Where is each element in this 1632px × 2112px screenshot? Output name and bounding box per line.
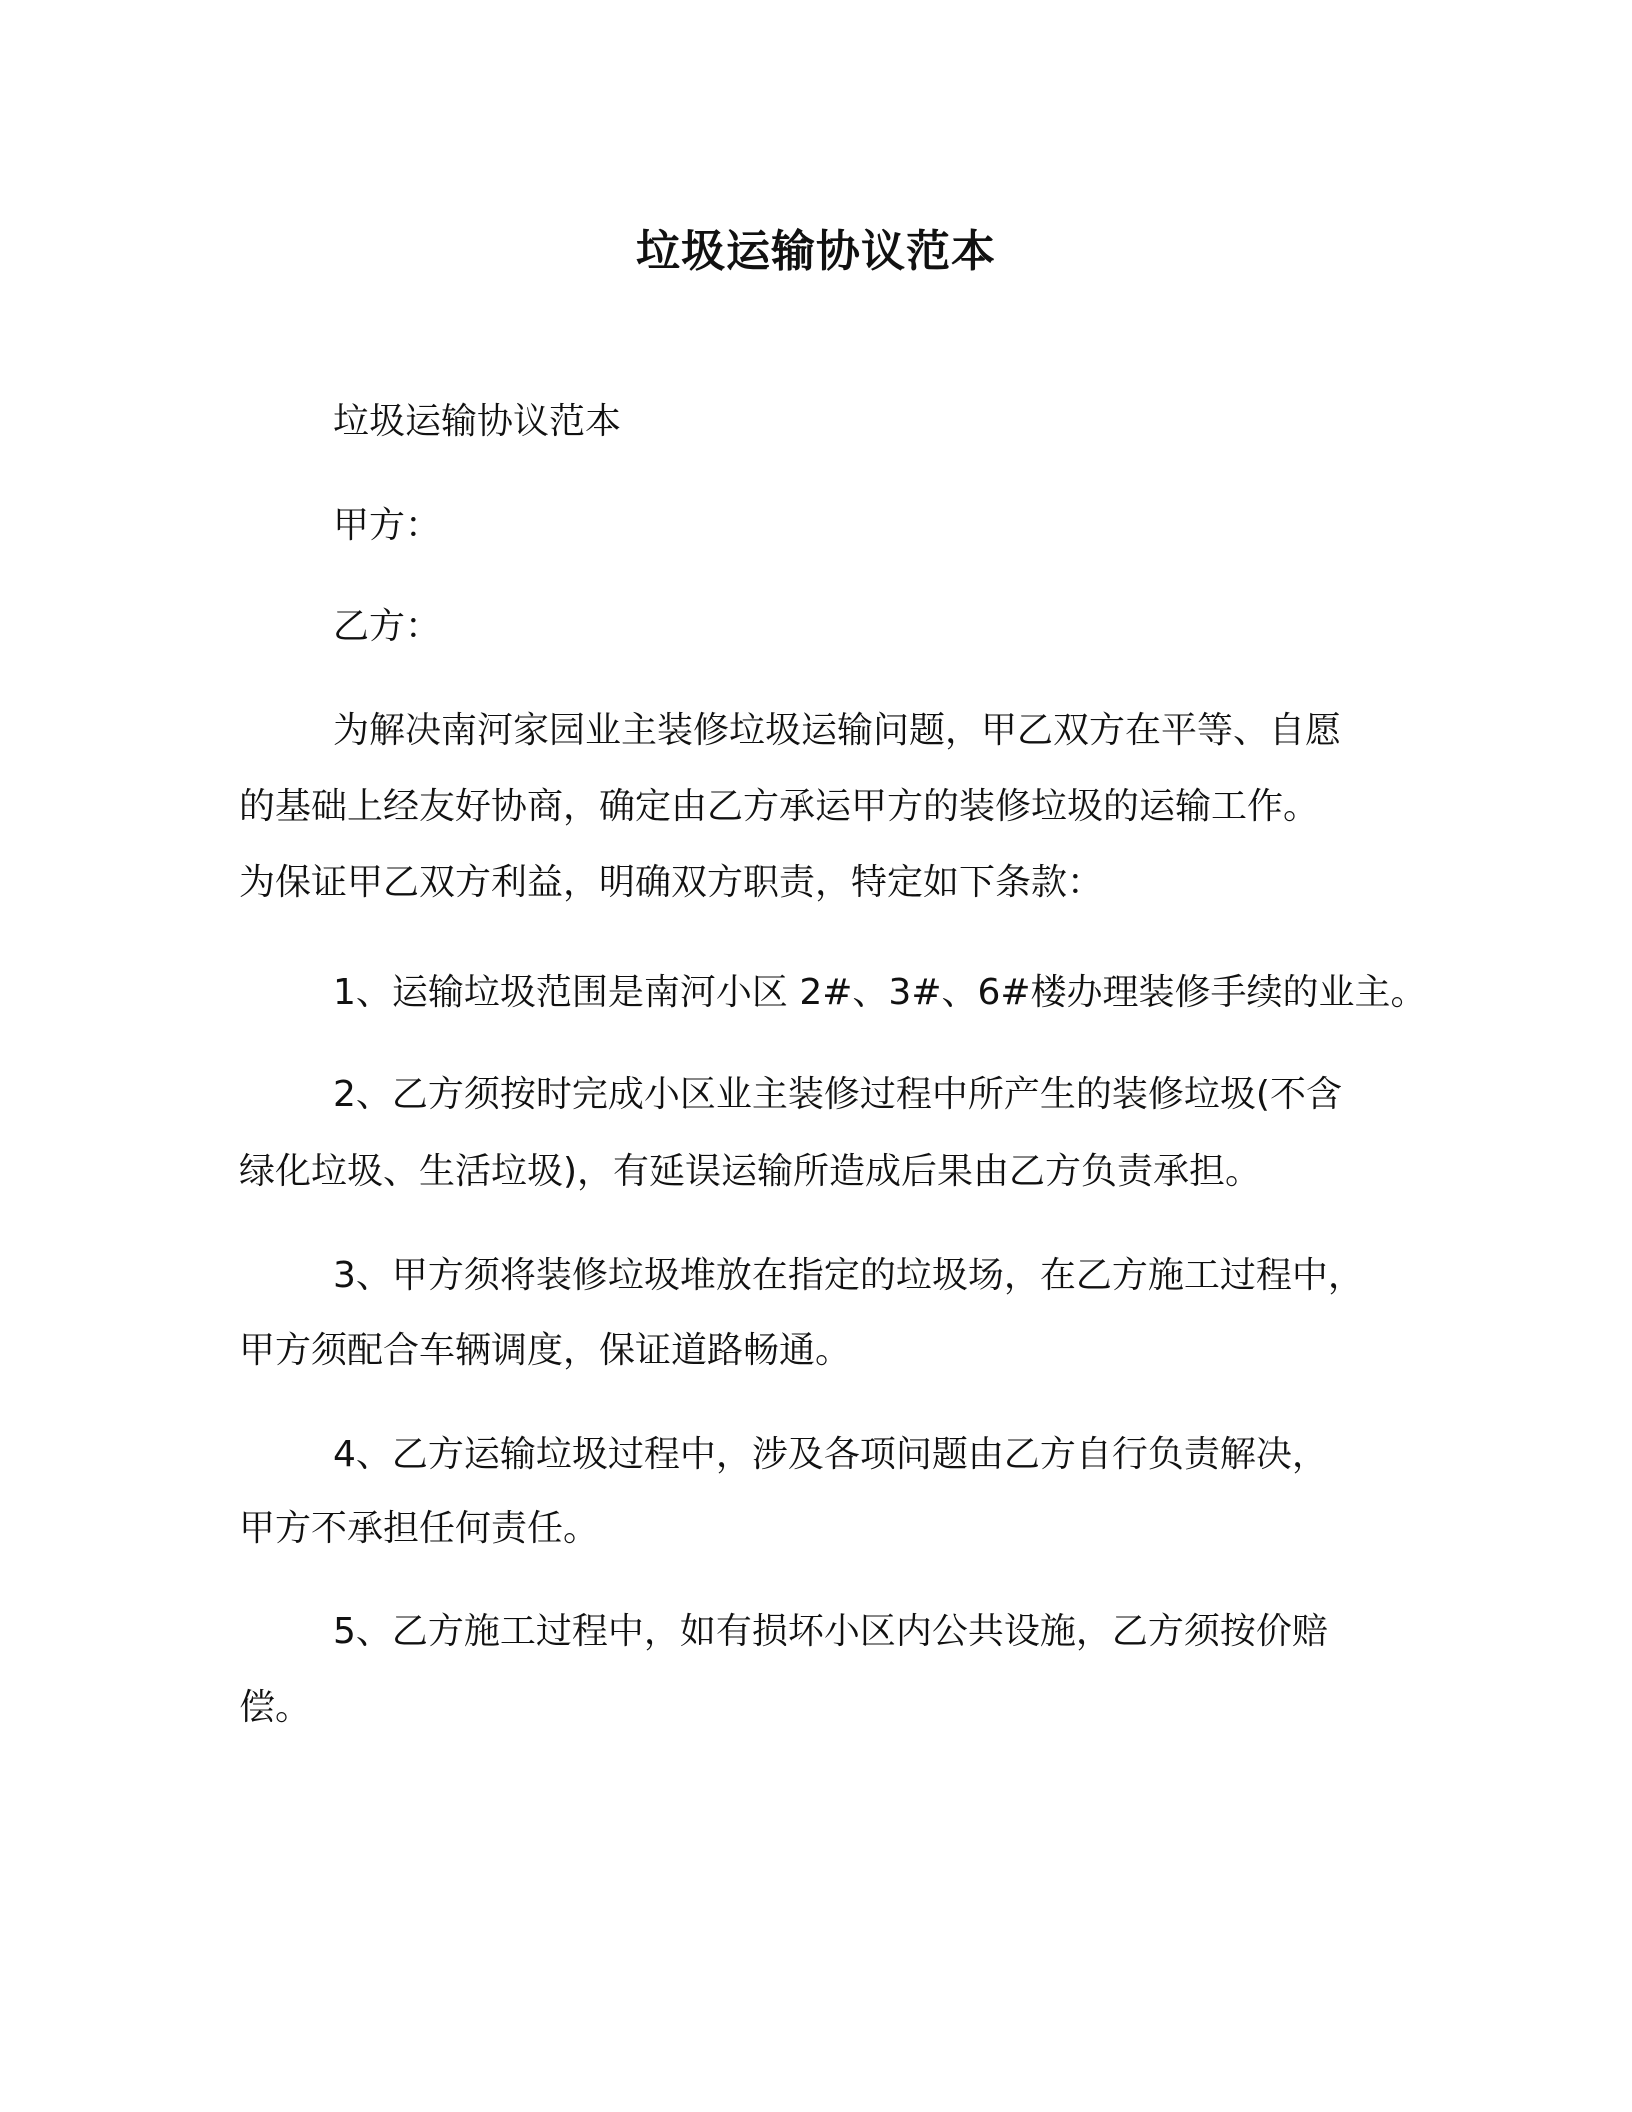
clause-4-line-2: 甲方不承担任何责任。: [239, 1508, 600, 1549]
clause-2-line-2: 绿化垃圾、生活垃圾)，有延误运输所造成后果由乙方负责承担。: [239, 1151, 1262, 1192]
clause-1-line-1: 1、运输垃圾范围是南河小区 2#、3#、6#楼办理装修手续的业主。: [333, 972, 1427, 1013]
party-b-label: 乙方：: [333, 606, 442, 647]
clause-3-line-1: 3、甲方须将装修垃圾堆放在指定的垃圾场，在乙方施工过程中，: [333, 1255, 1364, 1296]
document-title: 垃圾运输协议范本: [636, 226, 996, 277]
intro-line-2: 的基础上经友好协商，确定由乙方承运甲方的装修垃圾的运输工作。: [239, 786, 1320, 827]
document-subtitle: 垃圾运输协议范本: [333, 401, 622, 442]
party-a-label: 甲方：: [333, 505, 442, 546]
clause-3-line-2: 甲方须配合车辆调度，保证道路畅通。: [239, 1330, 852, 1371]
clause-5-line-1: 5、乙方施工过程中，如有损坏小区内公共设施，乙方须按价赔: [333, 1611, 1328, 1652]
intro-line-3: 为保证甲乙双方利益，明确双方职责，特定如下条款：: [239, 862, 1104, 903]
intro-line-1: 为解决南河家园业主装修垃圾运输问题，甲乙双方在平等、自愿: [333, 710, 1342, 751]
clause-2-line-1: 2、乙方须按时完成小区业主装修过程中所产生的装修垃圾(不含: [333, 1074, 1342, 1115]
clause-5-line-2: 偿。: [239, 1687, 312, 1728]
clause-4-line-1: 4、乙方运输垃圾过程中，涉及各项问题由乙方自行负责解决，: [333, 1434, 1328, 1475]
